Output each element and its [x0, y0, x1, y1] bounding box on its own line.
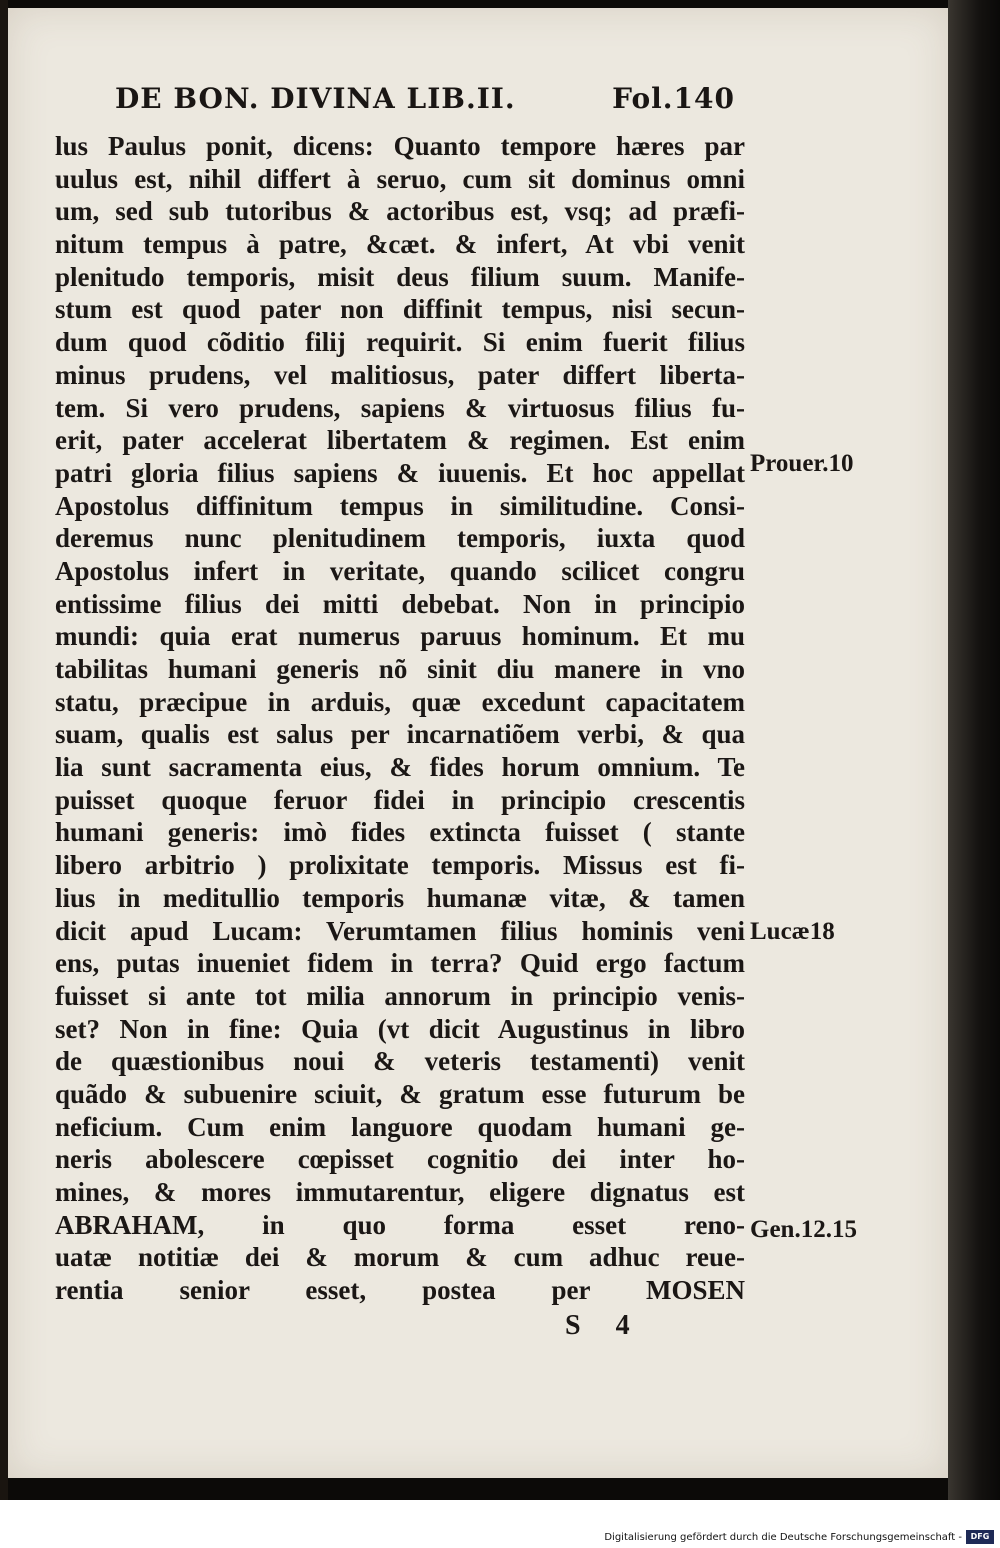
dfg-logo: DFG: [966, 1530, 994, 1544]
text-line: tabilitas humani generis nõ sinit diu manere in vno: [55, 654, 745, 684]
text-line: lia sunt sacramenta eius, & fides horum omnium. Te: [55, 752, 745, 783]
text-line: mines, & mores immutarentur, eligere dignatus est: [55, 1177, 745, 1207]
text-line: lius in meditullio temporis humanæ vitæ, & tamen: [55, 882, 745, 913]
text-line: uulus est, nihil differt à seruo, cum sit dominus omni: [55, 163, 745, 194]
left-frame-edge: [0, 0, 8, 1500]
text-line: libero arbitrio ) prolixitate temporis. Missus est fi-: [55, 850, 745, 881]
main-text-block: [55, 130, 745, 1307]
text-line: erit, pater accelerat libertatem & regimen. Est enim: [55, 425, 745, 456]
text-line: rentia senior esset, postea per MOSEN: [55, 1275, 745, 1306]
margin-note-prouer: Prouer.10: [750, 450, 854, 477]
text-line: Apostolus infert in veritate, quando scilicet congru: [55, 555, 745, 586]
text-line: um, sed sub tutoribus & actoribus est, vsq; ad præfi-: [55, 196, 745, 227]
text-line: patri gloria filius sapiens & iuuenis. Et hoc appellat: [55, 457, 745, 488]
text-line: suam, qualis est salus per incarnatiõem verbi, & qua: [55, 719, 745, 750]
text-line: uatæ notitiæ dei & morum & cum adhuc reue-: [55, 1242, 745, 1273]
header-title: DE BON. DIVINA LIB.II.: [115, 82, 516, 115]
text-line: set? Non in fine: Quia (vt dicit Augustinus in libro: [55, 1013, 745, 1044]
text-line: entissime filius dei mitti debebat. Non in principio: [55, 588, 745, 619]
footer-bar: [0, 1500, 1000, 1548]
text-line: tem. Si vero prudens, sapiens & virtuosus filius fu-: [55, 392, 745, 423]
text-line: ens, putas inueniet fidem in terra? Quid ergo factum: [55, 948, 745, 979]
text-line: neficium. Cum enim languore quodam humani ge-: [55, 1111, 745, 1142]
text-line: minus prudens, vel malitiosus, pater differt liberta-: [55, 359, 745, 390]
text-line: neris abolescere cœpisset cognitio dei inter ho-: [55, 1144, 745, 1175]
running-header: [115, 82, 735, 122]
text-line: dum quod cõditio filij requirit. Si enim fuerit filius: [55, 327, 745, 358]
text-line: deremus nunc plenitudinem temporis, iuxta quod: [55, 523, 745, 554]
text-line: puisset quoque feruor fidei in principio crescentis: [55, 784, 745, 815]
text-line: statu, præcipue in arduis, quæ excedunt capacitatem: [55, 686, 745, 717]
text-line: nitum tempus à patre, &cæt. & infert, At vbi venit: [55, 229, 745, 260]
text-line: de quæstionibus noui & veteris testamenti) venit: [55, 1046, 745, 1077]
text-line: mundi: quia erat numerus paruus hominum. Et mu: [55, 621, 745, 652]
funding-credit: Digitalisierung gefördert durch die Deutsche Forschungsgemeinschaft -: [604, 1532, 962, 1543]
text-line: dicit apud Lucam: Verumtamen filius hominis veni: [55, 915, 745, 946]
text-line: fuisset si ante tot milia annorum in principio venis-: [55, 980, 745, 1011]
signature-mark: S 4: [565, 1310, 644, 1341]
margin-note-lucae: Lucæ18: [750, 918, 835, 945]
text-line: lus Paulus ponit, dicens: Quanto tempore hæres par: [55, 131, 745, 161]
folio-number: Fol.140: [612, 82, 735, 115]
text-line: humani generis: imò fides extincta fuisset ( stante: [55, 817, 745, 848]
text-line: ABRAHAM, in quo forma esset reno-: [55, 1209, 745, 1240]
text-line: stum est quod pater non diffinit tempus, nisi secun-: [55, 294, 745, 325]
text-line: plenitudo temporis, misit deus filium suum. Manife-: [55, 261, 745, 292]
text-line: Apostolus diffinitum tempus in similitudine. Consi-: [55, 490, 745, 521]
page-gutter-shadow: [948, 0, 1000, 1500]
margin-note-gen: Gen.12.15: [750, 1216, 857, 1243]
text-line: quãdo & subuenire sciuit, & gratum esse futurum be: [55, 1078, 745, 1109]
